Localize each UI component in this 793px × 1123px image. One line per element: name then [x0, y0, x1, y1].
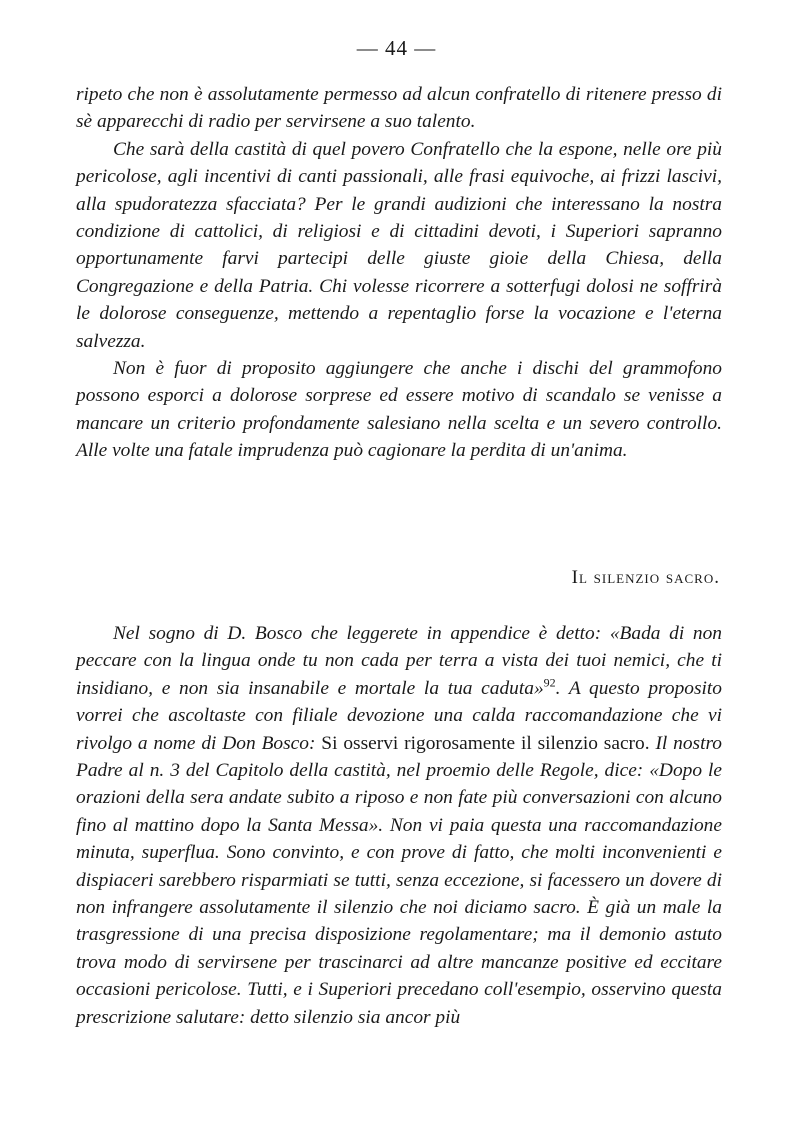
paragraph: [76, 620, 722, 1031]
text-block-radio: [76, 81, 722, 465]
text-block-silenzio: [76, 620, 722, 1031]
page-number: — 44 —: [356, 36, 437, 60]
paragraph-text: . A questo proposito vorrei che ascoltaste con filiale devozione una calda raccomandazione che vi rivolgo a nome di Don Bosco:: [76, 677, 722, 754]
section-heading: Il silenzio sacro.: [571, 567, 720, 588]
paragraph-text: Il nostro Padre al n. 3 del Capitolo della castità, nel proemio delle Regole, dice: «Dopo le orazioni della sera andate subito a riposo e non fate più conversazioni con alcuno fino al mattino dopo la Santa Messa». Non vi paia questa una raccomandazione minuta, superflua. Sono convinto, e con prove di fatto, che molti inconvenienti e dispiaceri sarebbero risparmiati se tutti, senza eccezione, si facessero un dovere di non infrangere assolutamente il silenzio che noi diciamo sacro. È già un male la trasgressione di una precisa disposizione regolamentare; ma il demonio astuto trova modo di servirsene per trascinarci ad altre mancanze positive ed eccitare occasioni pericolose. Tutti, e i Superiori precedano coll'esempio, osservino questa prescrizione salutare: detto silenzio sia ancor più: [76, 732, 723, 1028]
paragraph: Non è fuor di proposito aggiungere che anche i dischi del grammofono possono esporci a dolorose sorprese ed essere motivo di scandalo se venisse a mancare un criterio profondamente salesiano nella scelta e un severo controllo. Alle volte una fatale imprudenza può cagionare la perdita di un'anima.: [76, 358, 722, 462]
footnote-reference: 92: [543, 675, 556, 690]
paragraph-text: Nel sogno di D. Bosco che leggerete in appendice è detto: «Bada di non peccare con la lingua onde tu non cada per terra a vista dei tuoi nemici, che ti insidiano, e non sia insanabile e mortale la tua caduta»: [76, 623, 722, 699]
emphasized-text: Si osservi rigorosamente il silenzio sacro.: [321, 732, 650, 754]
paragraph: ripeto che non è assolutamente permesso ad alcun confratello di ritenere presso di sè apparecchi di radio per servirsene a suo talento.: [76, 84, 722, 133]
paragraph: Che sarà della castità di quel povero Confratello che la espone, nelle ore più pericolose, agli incentivi di canti passionali, alle frasi equivoche, ai frizzi lascivi, alla spudoratezza sfacciata? Per le grandi audizioni che interessano la nostra condizione di cattolici, di religiosi e di cittadini devoti, i Superiori sapranno opportunamente farvi partecipi delle giuste gioie della Chiesa, della Congregazione e della Patria. Chi volesse ricorrere a sotterfugi dolosi ne soffrirà le dolorose conseguenze, mettendo a repentaglio forse la vocazione e l'eterna salvezza.: [76, 138, 722, 352]
